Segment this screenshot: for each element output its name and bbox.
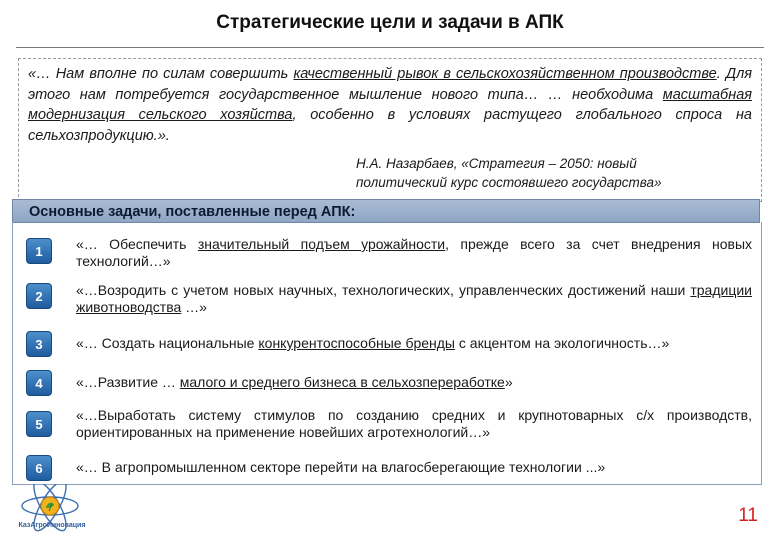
quote-part: «… Нам вполне по силам совершить xyxy=(28,66,294,82)
task-item xyxy=(76,374,752,391)
task-text: с акцентом на экологичность…» xyxy=(455,335,670,351)
task-emphasis: традиции животноводства xyxy=(76,282,752,315)
task-text: «… В агропромышленном секторе перейти на влагосберегающие технологии ...» xyxy=(76,459,606,475)
title-divider xyxy=(16,47,764,48)
quote-part: . Для этого нам потребуется государственное мышление нового типа… … необходима xyxy=(28,66,752,103)
task-text: «… Обеспечить xyxy=(76,236,198,252)
page-number: 11 xyxy=(738,505,758,526)
task-emphasis: малого и среднего бизнеса в сельхозпереработке xyxy=(179,374,505,390)
task-number-badge: 1 xyxy=(26,238,52,264)
attribution-line: Н.А. Назарбаев, «Стратегия – 2050: новый xyxy=(356,156,637,171)
task-text: «…Выработать систему стимулов по созданию средних и крупнотоварных с/х производств, ориентированных на применение новейших агротехнологий…» xyxy=(76,407,752,440)
task-emphasis: конкурентоспособные бренды xyxy=(258,335,455,351)
quote-text xyxy=(28,64,752,146)
task-item xyxy=(76,236,752,270)
quote-emphasis: масштабная модернизация сельского хозяйства xyxy=(28,86,752,123)
quote-emphasis: качественный рывок в сельскохозяйственном производстве xyxy=(293,66,717,82)
task-emphasis: значительный подъем урожайности xyxy=(197,236,446,252)
attribution-line: политический курс состоявшего государства» xyxy=(356,175,662,190)
task-text: » xyxy=(504,374,513,390)
task-item xyxy=(76,282,752,316)
quote-part: , особенно в условиях растущего глобального спроса на сельхозпродукцию.». xyxy=(28,107,752,144)
task-text: «… Создать национальные xyxy=(76,335,259,351)
page-title: Стратегические цели и задачи в АПК xyxy=(216,12,564,33)
task-text: …» xyxy=(181,299,207,315)
task-text: , прежде всего за счет внедрения новых технологий…» xyxy=(76,236,753,269)
logo-text: КазАгроИнновация xyxy=(18,522,86,529)
task-number-badge: 4 xyxy=(26,370,52,396)
quote-attribution xyxy=(356,154,756,192)
task-item xyxy=(76,335,752,352)
task-number-badge: 5 xyxy=(26,411,52,437)
task-text: «…Развитие … xyxy=(76,374,180,390)
task-number-badge: 6 xyxy=(26,455,52,481)
task-item xyxy=(76,459,752,476)
task-text: «…Возродить с учетом новых научных, технологических, управленческих достижений наши xyxy=(76,282,691,298)
tasks-header: Основные задачи, поставленные перед АПК: xyxy=(12,199,760,223)
task-item xyxy=(76,407,752,441)
task-number-badge: 3 xyxy=(26,331,52,357)
task-number-badge: 2 xyxy=(26,283,52,309)
